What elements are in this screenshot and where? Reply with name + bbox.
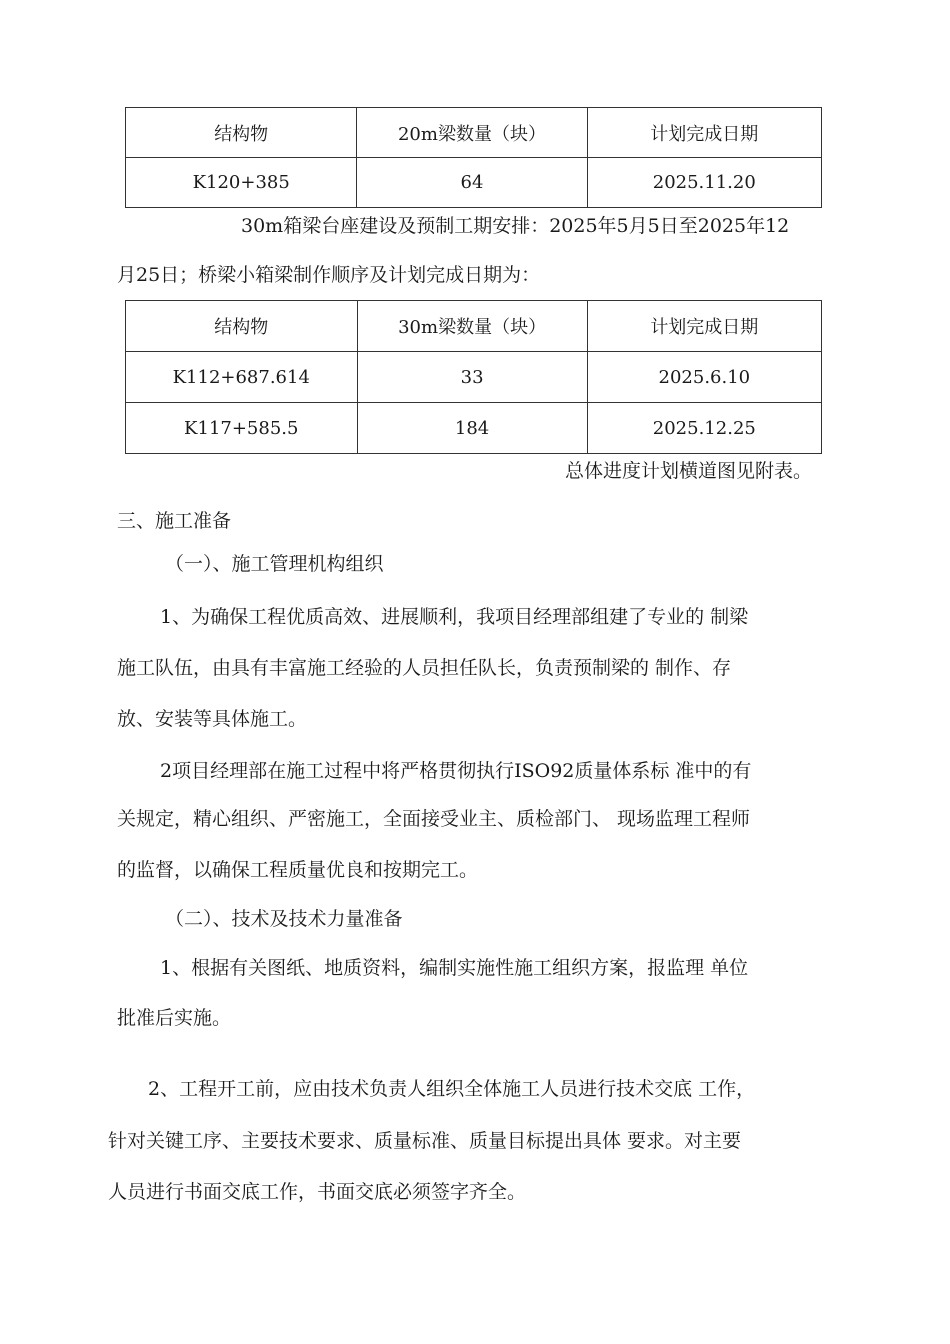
table-header-cell: 30m梁数量（块） (357, 301, 587, 352)
paragraph-line: 2、工程开工前，应由技术负责人组织全体施工人员进行技术交底 工作， (148, 1078, 756, 1100)
paragraph-line: 1、为确保工程优质高效、进展顺利，我项目经理部组建了专业的 制梁 (160, 606, 749, 628)
table-cell: 33 (357, 352, 587, 403)
paragraph-line: 施工队伍，由具有丰富施工经验的人员担任队长，负责预制梁的 制作、存 (117, 657, 732, 679)
table-20m-beams (125, 107, 822, 208)
table-header-cell: 计划完成日期 (587, 108, 821, 158)
table-cell: 64 (357, 158, 587, 208)
table-cell: 2025.12.25 (587, 403, 821, 454)
table-cell: K112+687.614 (126, 352, 358, 403)
schedule-note: 总体进度计划横道图见附表。 (565, 460, 813, 482)
table-header-cell: 20m梁数量（块） (357, 108, 587, 158)
paragraph-30m-line2: 月25日；桥梁小箱梁制作顺序及计划完成日期为： (117, 264, 541, 286)
paragraph-line: 人员进行书面交底工作，书面交底必须签字齐全。 (108, 1181, 527, 1203)
paragraph-line: 关规定，精心组织、严密施工，全面接受业主、质检部门、 现场监理工程师 (117, 808, 751, 830)
paragraph-line: 批准后实施。 (117, 1007, 232, 1029)
subsection-title-2: （二）、技术及技术力量准备 (165, 908, 403, 930)
paragraph-line: 的监督，以确保工程质量优良和按期完工。 (117, 859, 479, 881)
table-cell: K117+585.5 (126, 403, 358, 454)
table-30m-beams (125, 300, 822, 454)
table-cell: K120+385 (126, 158, 357, 208)
paragraph-line: 放、安装等具体施工。 (117, 708, 308, 730)
table-cell: 2025.11.20 (587, 158, 821, 208)
table-header-cell: 计划完成日期 (587, 301, 821, 352)
subsection-title-1: （一）、施工管理机构组织 (165, 553, 384, 575)
paragraph-line: 针对关键工序、主要技术要求、质量标准、质量目标提出具体 要求。对主要 (108, 1130, 742, 1152)
paragraph-30m-line1: 30m箱梁台座建设及预制工期安排：2025年5月5日至2025年12 (241, 215, 790, 237)
section-title: 三、施工准备 (117, 510, 232, 532)
table-cell: 2025.6.10 (587, 352, 821, 403)
table-header-cell: 结构物 (126, 108, 357, 158)
paragraph-line: 2项目经理部在施工过程中将严格贯彻执行ISO92质量体系标 准中的有 (160, 760, 752, 782)
table-header-cell: 结构物 (126, 301, 358, 352)
table-cell: 184 (357, 403, 587, 454)
paragraph-line: 1、根据有关图纸、地质资料，编制实施性施工组织方案，报监理 单位 (160, 957, 749, 979)
